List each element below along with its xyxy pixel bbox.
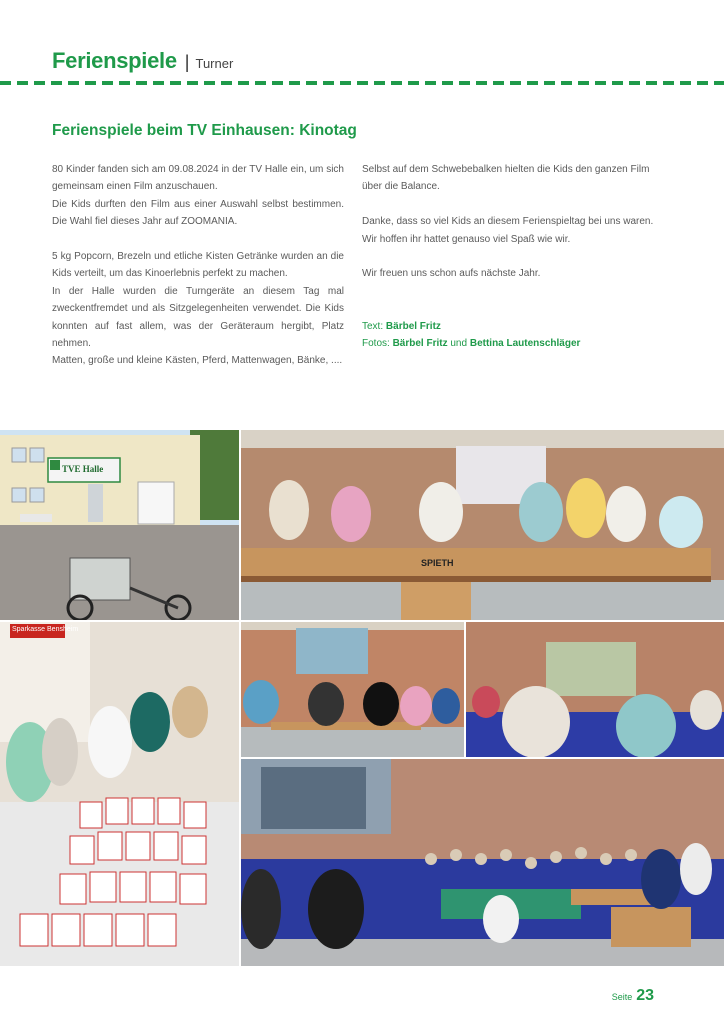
paragraph: Selbst auf dem Schwebebalken hielten die Kids den ganzen Film über die Balance. [362, 164, 650, 193]
paragraph: 80 Kinder fanden sich am 09.08.2024 in der TV Halle ein, um sich gemeinsam einen Film anzuschauen. [52, 164, 344, 193]
page-header [52, 48, 233, 74]
paragraph: Wir freuen uns schon aufs nächste Jahr. [362, 268, 541, 280]
sparkasse-sign: Sparkasse Bensheim [12, 626, 79, 633]
article-column-right [362, 161, 656, 352]
header-dashed-divider [0, 81, 724, 85]
text-credit: Text: Bärbel Fritz [362, 320, 441, 332]
header-separator: | [184, 52, 190, 72]
paragraph: In der Halle wurden die Turngeräte an diesem Tag mal zweckentfremdet und als Sitzgelegenheiten verwendet. Die Kids konnten auf fast allem, was der Geräteraum hergibt, Platz nehmen. [52, 285, 344, 350]
page-number [612, 987, 654, 1005]
photo-hall-screening [241, 759, 724, 966]
photo-benches-screen [241, 622, 464, 757]
page-label: Seite [611, 992, 633, 1002]
section-subtitle: Turner [195, 56, 234, 71]
photo-credit: Fotos: Bärbel Fritz und Bettina Lautenschläger [362, 338, 581, 349]
photo-kids-on-balance-beam [241, 430, 724, 620]
photo-popcorn-table [0, 622, 239, 966]
page-number-value: 23 [636, 987, 654, 1004]
photo-building-exterior [0, 430, 239, 620]
paragraph: Matten, große und kleine Kästen, Pferd, Mattenwagen, Bänke, .... [52, 355, 343, 367]
paragraph: Die Kids durften den Film aus einer Auswahl selbst bestimmen. Die Wahl fiel dieses Jahr auf ZOOMANIA. [52, 198, 344, 228]
article-title: Ferienspiele beim TV Einhausen: Kinotag [52, 122, 357, 139]
paragraph: 5 kg Popcorn, Brezeln und etliche Kisten Getränke wurden an die Kids verteilt, um das Kinoerlebnis perfekt zu machen. [52, 251, 344, 280]
photo-collage [0, 430, 724, 966]
article-column-left [52, 161, 344, 370]
section-title: Ferienspiele [52, 48, 177, 73]
photo-blue-mats [466, 622, 724, 757]
paragraph: Wir hoffen ihr hattet genauso viel Spaß wie wir. [362, 233, 571, 245]
paragraph: Danke, dass so viel Kids an diesem Ferienspieltag bei uns waren. [362, 216, 654, 228]
sign-tve-halle: TVE Halle [62, 464, 104, 474]
bench-brand-label: SPIETH [421, 558, 454, 568]
